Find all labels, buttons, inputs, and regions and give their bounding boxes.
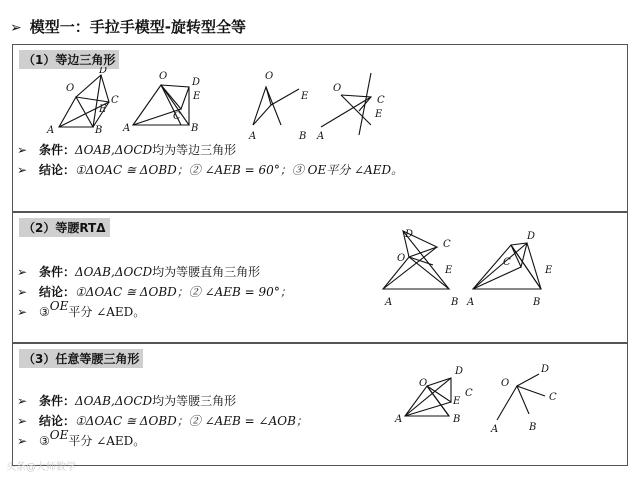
- label-b: B: [95, 125, 103, 136]
- label-a: A: [249, 131, 257, 142]
- label-c: C: [503, 257, 511, 268]
- figures-isosceles-right: [373, 227, 563, 317]
- label-e: E: [445, 265, 453, 276]
- condition-line: ➢ 条件：ΔOAB,ΔOCD均为等腰三角形: [17, 394, 237, 408]
- label-d: D: [99, 67, 108, 76]
- figure-3: [248, 71, 309, 142]
- label-d: D: [192, 77, 201, 88]
- label-c: C: [465, 388, 473, 399]
- label-d: D: [527, 231, 536, 242]
- conclusion-line: ➢ 结论：①ΔOAC ≅ ΔOBD；② ∠AEB = 90°；: [17, 285, 292, 299]
- label-o: O: [265, 71, 274, 82]
- figures-isosceles: [393, 360, 583, 450]
- title-text: 模型一：手拉手模型-旋转型全等: [29, 18, 246, 36]
- section-heading: （3）任意等腰三角形: [19, 349, 143, 368]
- label-c: C: [549, 392, 557, 403]
- section-heading: （2）等腰RTΔ: [19, 218, 110, 237]
- label-o: O: [333, 83, 342, 94]
- conclusion-line-3: ➢ ③OE平分 ∠AED。: [17, 299, 146, 319]
- label-a: A: [317, 131, 325, 142]
- label-c: C: [111, 95, 119, 106]
- section-isosceles-right: [12, 212, 628, 343]
- figure-4: [316, 73, 385, 142]
- label-e: E: [301, 91, 309, 102]
- label-b: B: [533, 297, 541, 308]
- section-equilateral: [12, 44, 628, 212]
- label-d: D: [541, 364, 550, 375]
- watermark: 头条@大师数学: [6, 462, 76, 473]
- label-o: O: [501, 378, 510, 389]
- figure-1: [383, 229, 458, 308]
- label-o: O: [159, 71, 168, 82]
- conclusion-line-3: ➢ ③OE平分 ∠AED。: [17, 428, 146, 448]
- conclusion-line: ➢ 结论：①ΔOAC ≅ ΔOBD；② ∠AEB = 60°；③ OE平分 ∠AED。: [17, 163, 404, 177]
- label-d: D: [405, 229, 414, 240]
- label-a: A: [491, 424, 499, 435]
- label-e: E: [545, 265, 553, 276]
- label-b: B: [191, 123, 199, 134]
- label-d: D: [455, 366, 464, 377]
- label-e: E: [453, 396, 461, 407]
- label-e: E: [375, 109, 383, 120]
- label-b: B: [299, 131, 307, 142]
- label-a: A: [123, 123, 131, 134]
- label-c: C: [173, 111, 181, 122]
- label-e: E: [99, 104, 107, 115]
- label-a: A: [395, 414, 403, 425]
- label-b: B: [453, 414, 461, 425]
- figure-1: [394, 366, 473, 425]
- label-a: A: [467, 297, 475, 308]
- label-o: O: [419, 378, 428, 389]
- section-isosceles: [12, 343, 628, 466]
- page-title: [10, 16, 246, 37]
- section-heading: （1）等边三角形: [19, 50, 119, 69]
- label-a: A: [385, 297, 393, 308]
- figure-2: [490, 364, 557, 435]
- figure-2: [466, 231, 553, 308]
- label-c: C: [443, 239, 451, 250]
- title-bullet: ➢: [10, 20, 22, 36]
- figure-2: [122, 71, 201, 134]
- label-o: O: [397, 253, 406, 264]
- conclusion-line: ➢ 结论：①ΔOAC ≅ ΔOBD；② ∠AEB = ∠AOB；: [17, 414, 308, 428]
- label-e: E: [193, 91, 201, 102]
- label-c: C: [377, 95, 385, 106]
- label-b: B: [529, 422, 537, 433]
- figure-1: [46, 67, 119, 136]
- label-b: B: [451, 297, 459, 308]
- condition-line: ➢ 条件：ΔOAB,ΔOCD均为等腰直角三角形: [17, 265, 261, 279]
- label-o: O: [66, 83, 75, 94]
- condition-line: ➢ 条件：ΔOAB,ΔOCD均为等边三角形: [17, 143, 237, 157]
- label-a: A: [47, 125, 55, 136]
